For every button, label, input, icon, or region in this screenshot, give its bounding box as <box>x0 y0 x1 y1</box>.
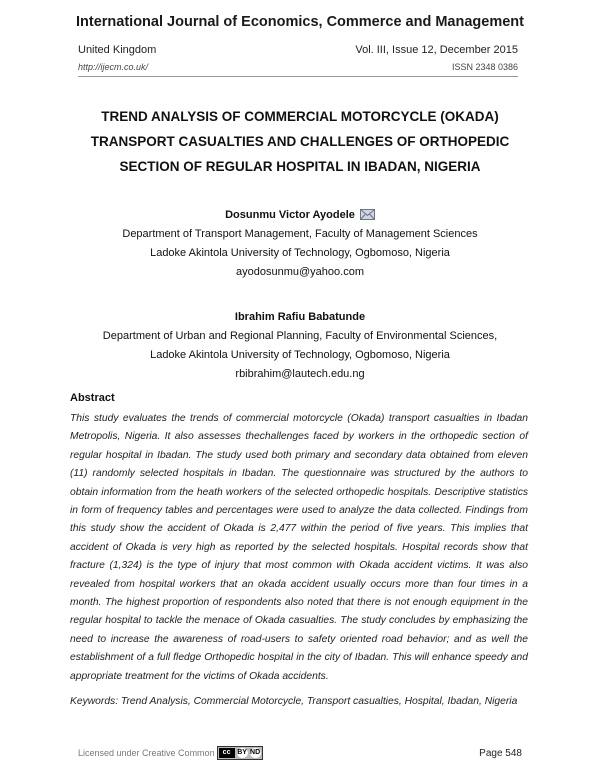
mail-icon[interactable] <box>360 209 375 220</box>
paper-title <box>40 104 560 179</box>
volume-issue: Vol. III, Issue 12, December 2015 <box>355 44 518 56</box>
author-email[interactable]: rbibrahim@lautech.edu.ng <box>235 368 365 380</box>
author-name: Dosunmu Victor Ayodele <box>225 209 355 221</box>
cc-icon: cc <box>219 748 235 758</box>
journal-country: United Kingdom <box>78 44 157 56</box>
nd-icon: ND <box>250 749 261 756</box>
author-department: Department of Urban and Regional Planning, Faculty of Environmental Sciences, <box>102 330 498 342</box>
author-department: Department of Transport Management, Faculty of Management Sciences <box>122 228 478 240</box>
title-line: TREND ANALYSIS OF COMMERCIAL MOTORCYCLE (OKADA) <box>101 109 499 124</box>
abstract-text: This study evaluates the trends of commercial motorcycle (Okada) transport casualties in Ibadan Metropolis, Nigeria. It also assesses thechallenges faced by workers in the orthopedic section of regular hospital in Ibadan. The study used both primary and secondary data obtained from eleven (11) randomly selected hospitals in Ibadan. The questionnaire was structured by the authors to obtain information from the heath workers of the selected orthopedic hospitals. Descriptive statistics in form of frequency tables and percentages were used to analyze the data collected. Findings from this study show the accident of Okada is 2,477 within the period of five years. This implies that accident of Okada is very high as reported by the selected hospitals. Hospital records show that fracture (1,324) is the type of injury that most common with Okada accident victims. It was also revealed from hospital workers that an okada accident usually occurs more than four times in a month. The highest proportion of respondents also noted that there is not enough equipment in the regular hospital to tackle the menace of Okada casualties. The study concludes by emphasizing the need to increase the awareness of road-users to safety oriented road behavior; and as well the establishment of a full fledge Orthopedic hospital in the city of Ibadan. This will enhance speedy and appropriate treatment for the victims of Okada accidents. <box>70 413 528 682</box>
license-footer <box>78 746 263 760</box>
journal-url-link[interactable]: http://ijecm.co.uk/ <box>78 62 149 72</box>
abstract-heading: Abstract <box>70 392 115 404</box>
title-line: SECTION OF REGULAR HOSPITAL IN IBADAN, NIGERIA <box>119 159 481 174</box>
author-email[interactable]: ayodosunmu@yahoo.com <box>236 266 364 278</box>
license-text: Licensed under Creative Common <box>78 748 215 758</box>
author-block-2 <box>0 308 600 384</box>
by-icon: BY <box>237 749 247 756</box>
header-divider <box>78 76 518 77</box>
author-university: Ladoke Akintola University of Technology, Ogbomoso, Nigeria <box>150 349 450 361</box>
issn: ISSN 2348 0386 <box>451 62 518 72</box>
author-university: Ladoke Akintola University of Technology, Ogbomoso, Nigeria <box>150 247 450 259</box>
author-block-1 <box>0 206 600 282</box>
creative-commons-badge[interactable] <box>217 746 263 760</box>
keywords: Keywords: Trend Analysis, Commercial Motorcycle, Transport casualties, Hospital, Ibadan, Nigeria <box>70 696 518 707</box>
journal-title: International Journal of Economics, Commerce and Management <box>76 14 524 30</box>
title-line: TRANSPORT CASUALTIES AND CHALLENGES OF ORTHOPEDIC <box>90 134 510 149</box>
page-number: Page 548 <box>479 748 522 759</box>
author-name: Ibrahim Rafiu Babatunde <box>234 311 366 323</box>
